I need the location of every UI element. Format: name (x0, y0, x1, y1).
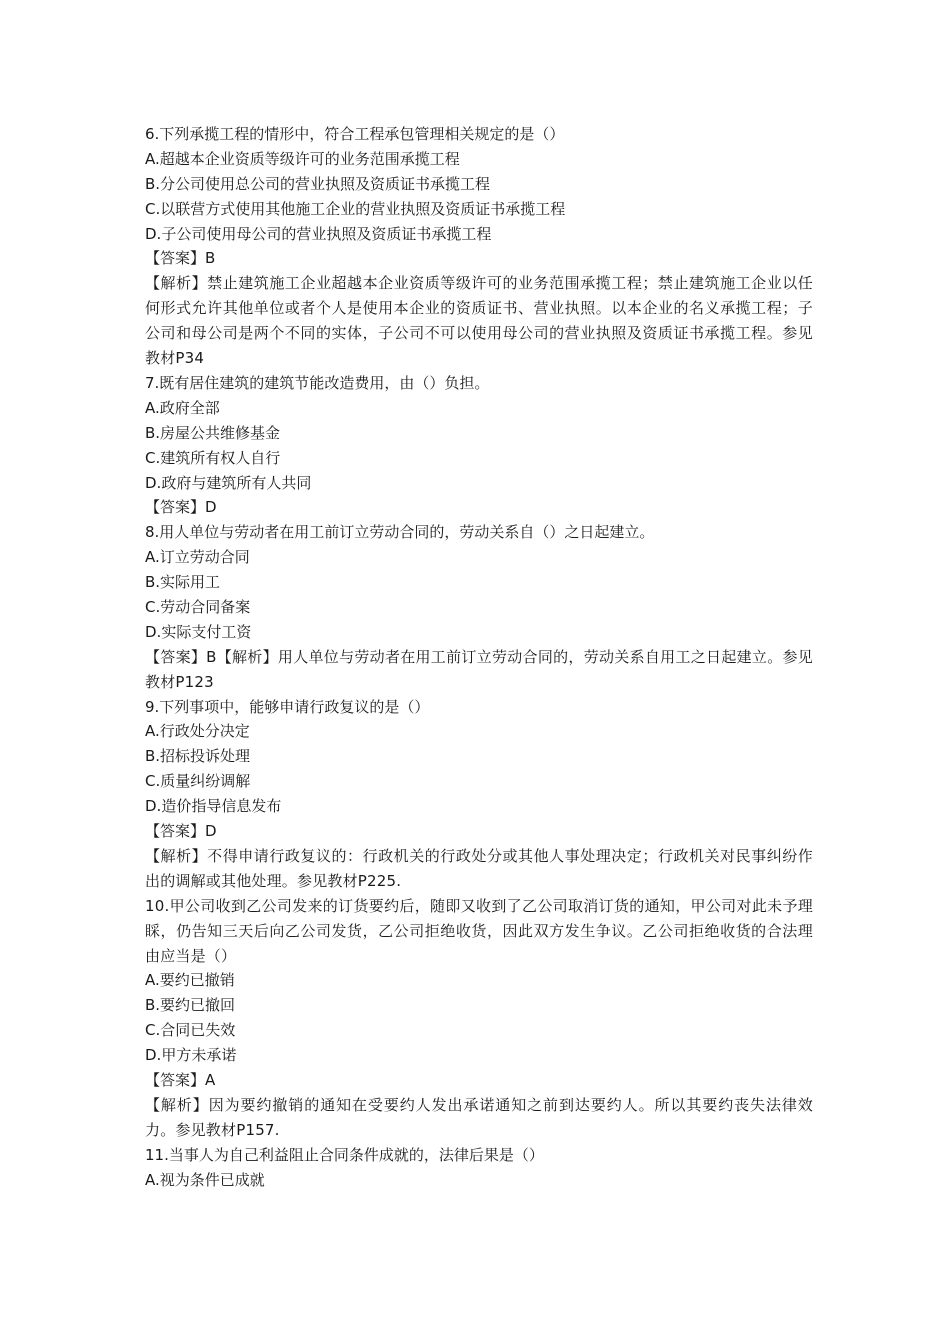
question-8-option-b: B.实际用工 (145, 573, 221, 592)
question-7-option-d: D.政府与建筑所有人共同 (145, 473, 312, 492)
question-9-option-b: B.招标投诉处理 (145, 747, 251, 766)
question-10-option-d: D.甲方未承诺 (145, 1046, 237, 1065)
question-7-stem: 7.既有居住建筑的建筑节能改造费用，由（）负担。 (145, 373, 490, 392)
question-8-stem: 8.用人单位与劳动者在用工前订立劳动合同的，劳动关系自（）之日起建立。 (145, 523, 655, 542)
question-6-stem: 6.下列承揽工程的情形中，符合工程承包管理相关规定的是（） (145, 125, 565, 143)
question-8-option-d: D.实际支付工资 (145, 622, 252, 641)
question-8-answer-analysis: 【答案】B【解析】用人单位与劳动者在用工前订立劳动合同的，劳动关系自用工之日起建立。参见教材P123 (145, 647, 813, 691)
question-10-option-c: C.合同已失效 (145, 1021, 236, 1040)
question-9-answer: 【答案】D (145, 822, 217, 841)
question-10-option-a: A.要约已撤销 (145, 971, 235, 990)
question-10-option-b: B.要约已撤回 (145, 996, 236, 1015)
question-10-stem: 10.甲公司收到乙公司发来的订货要约后，随即又收到了乙公司取消订货的通知，甲公司对此未予理睬，仍告知三天后向乙公司发货，乙公司拒绝收货，因此双方发生争议。乙公司拒绝收货的合法理由应当是（） (145, 896, 813, 965)
question-9-analysis: 【解析】不得申请行政复议的：行政机关的行政处分或其他人事处理决定；行政机关对民事纠纷作出的调解或其他处理。参见教材P225. (145, 846, 813, 890)
question-6-option-d: D.子公司使用母公司的营业执照及资质证书承揽工程 (145, 224, 492, 243)
question-7-option-b: B.房屋公共维修基金 (145, 423, 281, 442)
question-6-analysis: 【解析】禁止建筑施工企业超越本企业资质等级许可的业务范围承揽工程；禁止建筑施工企业以任何形式允许其他单位或者个人是使用本企业的资质证书、营业执照。以本企业的名义承揽工程；子公司和母公司是两个不同的实体，子公司不可以使用母公司的营业执照及资质证书承揽工程。参见教材P34 (145, 274, 813, 368)
question-6-answer: 【答案】B (145, 249, 216, 268)
question-11-option-a: A.视为条件已成就 (145, 1170, 265, 1189)
question-10-answer: 【答案】A (145, 1071, 216, 1090)
question-9-stem: 9.下列事项中，能够申请行政复议的是（） (145, 697, 430, 716)
question-9-option-a: A.行政处分决定 (145, 722, 250, 741)
question-7-answer: 【答案】D (145, 498, 217, 517)
question-9-option-c: C.质量纠纷调解 (145, 772, 251, 791)
document-page (145, 122, 813, 1193)
question-8-option-c: C.劳动合同备案 (145, 597, 251, 616)
question-6-option-c: C.以联营方式使用其他施工企业的营业执照及资质证书承揽工程 (145, 199, 566, 218)
question-7-option-c: C.建筑所有权人自行 (145, 448, 281, 467)
question-7-option-a: A.政府全部 (145, 398, 220, 417)
question-11-stem: 11.当事人为自己利益阻止合同条件成就的，法律后果是（） (145, 1145, 544, 1164)
question-9-option-d: D.造价指导信息发布 (145, 797, 282, 816)
question-8-option-a: A.订立劳动合同 (145, 548, 250, 567)
question-10-analysis: 【解析】因为要约撤销的通知在受要约人发出承诺通知之前到达要约人。所以其要约丧失法律效力。参见教材P157. (145, 1095, 813, 1139)
question-6-option-b: B.分公司使用总公司的营业执照及资质证书承揽工程 (145, 174, 491, 193)
question-6-option-a: A.超越本企业资质等级许可的业务范围承揽工程 (145, 149, 460, 168)
